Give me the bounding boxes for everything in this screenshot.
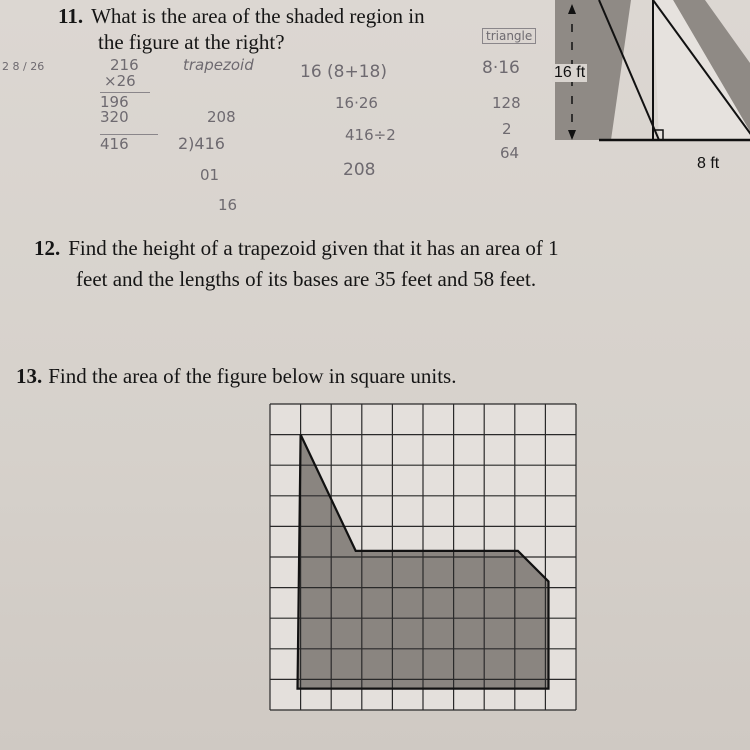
label-16ft: 16 ft <box>554 64 586 81</box>
hw-product: 16·26 <box>335 94 378 112</box>
hw-div-result: 208 <box>207 108 236 126</box>
hw-div-line1: 01 <box>200 166 220 184</box>
question-13-text: Find the area of the figure below in square units. <box>48 364 457 388</box>
hw-sum: 416 <box>100 134 158 153</box>
hw-formula: 16 (8+18) <box>300 62 387 82</box>
question-11-number: 11. <box>58 4 84 28</box>
hw-tri-div: 2 <box>502 120 512 138</box>
question-11-line2: the figure at the right? <box>98 30 285 54</box>
question-12-line2: feet and the lengths of its bases are 35 feet and 58 feet. <box>76 267 537 291</box>
question-12 <box>34 236 559 260</box>
hw-div-box: 2)416 <box>178 134 225 153</box>
question-12-line1: Find the height of a trapezoid given that it has an area of 1 <box>68 236 559 260</box>
q13-grid-figure <box>268 402 588 722</box>
hw-div-line2: 16 <box>218 196 238 214</box>
hw-partial1: 196 <box>100 92 150 111</box>
hw-mult-bottom: ×26 <box>104 72 136 90</box>
hw-triangle-word: triangle <box>482 28 536 44</box>
question-11 <box>58 4 425 28</box>
hw-tri-prod: 128 <box>492 94 521 112</box>
hw-trapezoid-word: trapezoid <box>183 56 254 74</box>
hw-div-expr: 416÷2 <box>345 126 396 144</box>
hw-partial2: 320 <box>100 108 129 126</box>
hw-mult-top: 216 <box>110 56 139 74</box>
question-13 <box>16 364 456 388</box>
hw-side-marks: 2 8 / 26 <box>2 60 45 73</box>
hw-tri-expr: 8·16 <box>482 58 520 78</box>
label-8ft: 8 ft <box>697 155 720 172</box>
question-13-number: 13. <box>16 364 43 388</box>
question-12-number: 12. <box>34 236 61 260</box>
hw-result: 208 <box>343 160 376 180</box>
question-11-line1: What is the area of the shaded region in <box>91 4 425 28</box>
hw-tri-res: 64 <box>500 144 520 162</box>
